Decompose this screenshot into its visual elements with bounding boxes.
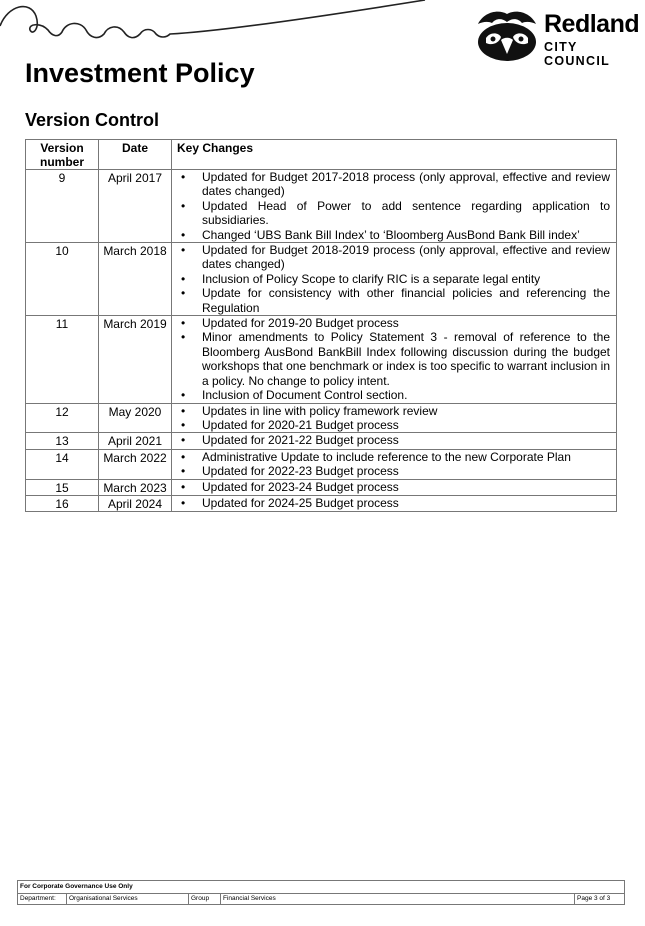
footer-use-only: For Corporate Governance Use Only: [18, 881, 624, 894]
key-change-item: • Changed ‘UBS Bank Bill Index’ to ‘Bloomberg AusBond Bank Bill index’: [177, 228, 610, 242]
date-cell: April 2024: [99, 495, 172, 511]
header-wave-decoration: [0, 0, 430, 50]
date-cell: May 2020: [99, 403, 172, 433]
key-changes-cell: [172, 316, 617, 403]
table-row: [26, 449, 617, 479]
footer-page-number: Page 3 of 3: [577, 895, 611, 902]
key-change-item: • Updated for 2023-24 Budget process: [177, 480, 610, 494]
footer-details-row: [18, 894, 624, 904]
key-change-item: • Inclusion of Policy Scope to clarify RIC is a separate legal entity: [177, 272, 610, 286]
version-cell: 13: [26, 433, 99, 449]
key-change-item: • Updated for Budget 2018-2019 process (only approval, effective and review dates changed): [177, 243, 610, 272]
key-changes-cell: [172, 243, 617, 316]
date-cell: March 2022: [99, 449, 172, 479]
version-cell: 11: [26, 316, 99, 403]
table-row: [26, 316, 617, 403]
logo-text-redland: Redland: [544, 10, 640, 38]
key-changes-list: [177, 433, 616, 447]
redland-city-council-logo: [474, 10, 642, 68]
table-row: [26, 403, 617, 433]
key-changes-list: [177, 496, 616, 510]
council-emblem-icon: [474, 10, 540, 62]
header-key-changes: Key Changes: [172, 140, 617, 170]
key-change-item: • Updated for 2020-21 Budget process: [177, 418, 610, 432]
key-change-item: • Update for consistency with other financial policies and referencing the Regulation: [177, 286, 610, 315]
key-change-item: • Updated for 2021-22 Budget process: [177, 433, 610, 447]
key-changes-list: [177, 480, 616, 494]
key-change-item: • Updates in line with policy framework review: [177, 404, 610, 418]
table-row: [26, 170, 617, 243]
key-changes-list: [177, 316, 616, 402]
key-changes-cell: [172, 449, 617, 479]
table-row: [26, 433, 617, 449]
table-header-row: [26, 140, 617, 170]
date-cell: April 2021: [99, 433, 172, 449]
key-change-item: • Updated for 2024-25 Budget process: [177, 496, 610, 510]
key-change-item: • Inclusion of Document Control section.: [177, 388, 610, 402]
key-changes-cell: [172, 479, 617, 495]
key-change-item: • Updated for 2022-23 Budget process: [177, 464, 610, 478]
date-cell: April 2017: [99, 170, 172, 243]
footer-department-label: Department:: [18, 894, 67, 904]
version-control-table: [25, 139, 617, 512]
footer-department-value: Organisational Services: [67, 894, 189, 904]
key-change-item: • Updated for Budget 2017-2018 process (only approval, effective and review dates changed): [177, 170, 610, 199]
date-cell: March 2019: [99, 316, 172, 403]
key-changes-list: [177, 404, 616, 433]
key-changes-cell: [172, 433, 617, 449]
version-cell: 9: [26, 170, 99, 243]
key-changes-cell: [172, 170, 617, 243]
version-cell: 12: [26, 403, 99, 433]
key-change-item: • Minor amendments to Policy Statement 3 - removal of reference to the Bloomberg AusBond BankBill Index following discussion during the budget workshops that one benchmark or index is too specific to warrant inclusion in a policy. No change to policy intent.: [177, 330, 610, 388]
key-change-item: • Updated Head of Power to add sentence regarding application to subsidiaries.: [177, 199, 610, 228]
table-row: [26, 495, 617, 511]
version-cell: 10: [26, 243, 99, 316]
date-cell: March 2023: [99, 479, 172, 495]
key-change-item: • Administrative Update to include reference to the new Corporate Plan: [177, 450, 610, 464]
footer: [17, 880, 625, 905]
version-cell: 16: [26, 495, 99, 511]
key-change-item: • Updated for 2019-20 Budget process: [177, 316, 610, 330]
version-cell: 14: [26, 449, 99, 479]
footer-group-label: Group: [189, 894, 221, 904]
footer-group-value: Financial Services: [221, 894, 575, 904]
table-row: [26, 243, 617, 316]
key-changes-list: [177, 170, 616, 242]
date-cell: March 2018: [99, 243, 172, 316]
header-version: Version number: [26, 140, 99, 170]
document-title: Investment Policy: [25, 58, 255, 88]
key-changes-cell: [172, 403, 617, 433]
section-title: Version Control: [25, 110, 160, 130]
key-changes-cell: [172, 495, 617, 511]
key-changes-list: [177, 243, 616, 315]
logo-text-city-council: CITY COUNCIL: [544, 40, 611, 68]
key-changes-list: [177, 450, 616, 479]
header-date: Date: [99, 140, 172, 170]
table-body: [26, 170, 617, 512]
table-row: [26, 479, 617, 495]
version-cell: 15: [26, 479, 99, 495]
